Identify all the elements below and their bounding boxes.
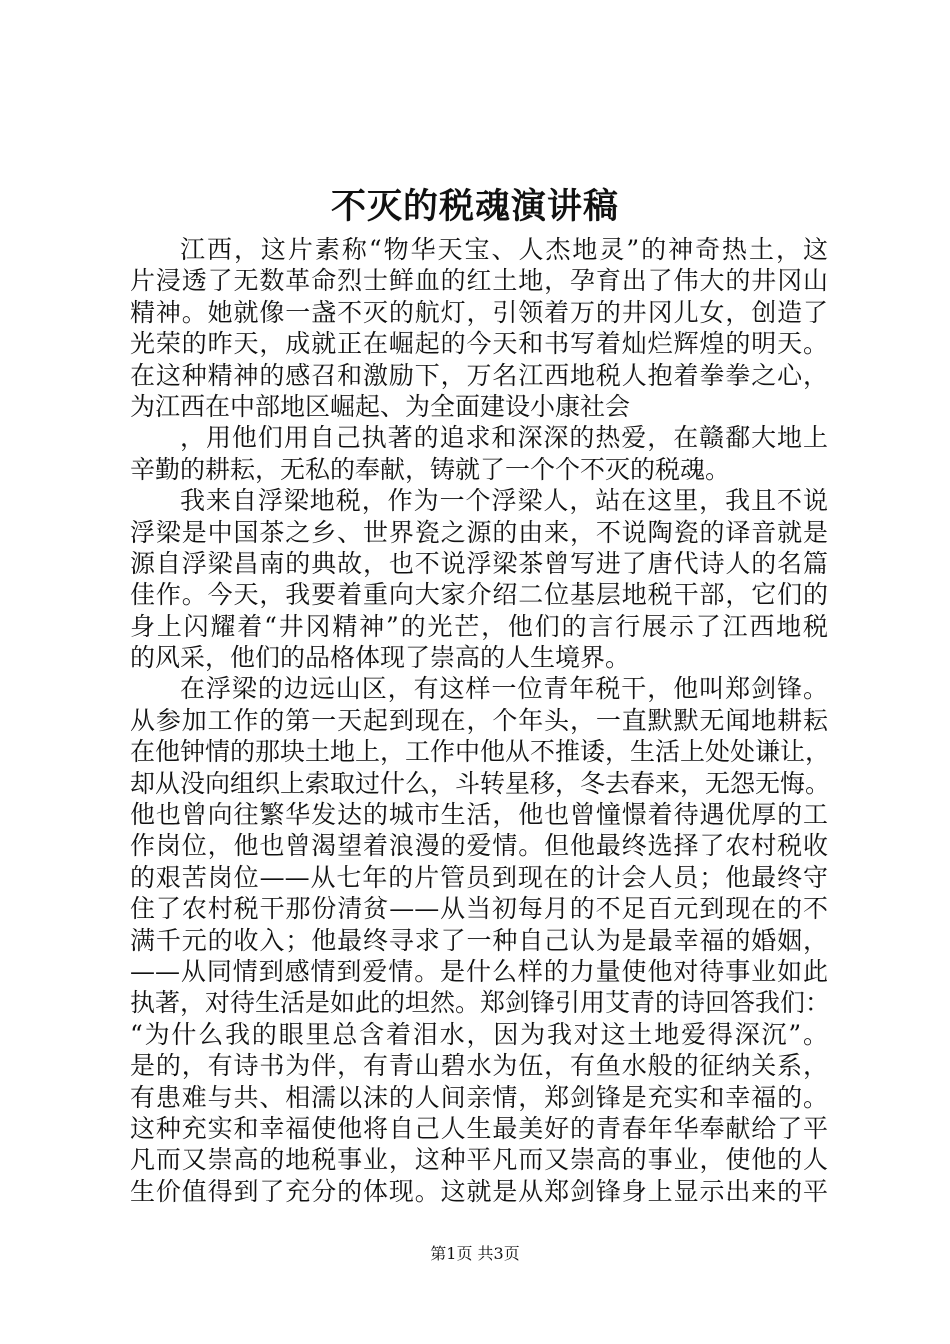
text-line: 的艰苦岗位——从七年的片管员到现在的计会人员；他最终守 <box>130 862 828 892</box>
text-line: 光荣的昨天，成就正在崛起的今天和书写着灿烂辉煌的明天。 <box>130 329 828 359</box>
document-body <box>130 234 831 1207</box>
text-line: 佳作。今天，我要着重向大家介绍二位基层地税干部，它们的 <box>130 580 828 610</box>
text-line: 源自浮梁昌南的典故，也不说浮梁茶曾写进了唐代诗人的名篇 <box>130 548 828 578</box>
text-line: 从参加工作的第一天起到现在，个年头，一直默默无闻地耕耘 <box>130 705 828 735</box>
page-number-footer: 第1页 共3页 <box>430 1244 520 1263</box>
text-line: 在他钟情的那块土地上，工作中他从不推诿，生活上处处谦让， <box>130 737 831 767</box>
text-line: 生价值得到了充分的体现。这就是从郑剑锋身上显示出来的平 <box>130 1176 828 1206</box>
document-title: 不灭的税魂演讲稿 <box>330 186 619 227</box>
text-line: 精神。她就像一盏不灭的航灯，引领着万的井冈儿女，创造了 <box>130 297 828 327</box>
text-line: 浮梁是中国茶之乡、世界瓷之源的由来，不说陶瓷的译音就是 <box>130 517 828 547</box>
text-line: 在浮梁的边远山区，有这样一位青年税干，他叫郑剑锋。 <box>180 674 828 704</box>
text-line: 执著，对待生活是如此的坦然。郑剑锋引用艾青的诗回答我们： <box>130 988 831 1018</box>
text-line: 江西，这片素称“物华天宝、人杰地灵”的神奇热土，这 <box>180 235 828 264</box>
text-line: “为什么我的眼里总含着泪水，因为我对这土地爱得深沉”。 <box>130 1019 828 1049</box>
text-line: ——从同情到感情到爱情。是什么样的力量使他对待事业如此 <box>130 956 828 986</box>
text-line: 辛勤的耕耘，无私的奉献，铸就了一个个不灭的税魂。 <box>130 454 731 484</box>
text-line: 片浸透了无数革命烈士鲜血的红土地，孕育出了伟大的井冈山 <box>130 266 828 296</box>
text-line: 是的，有诗书为伴，有青山碧水为伍，有鱼水般的征纳关系， <box>130 1051 828 1081</box>
text-line: 这种充实和幸福使他将自己人生最美好的青春年华奉献给了平 <box>130 1113 828 1143</box>
text-line: 凡而又崇高的地税事业，这种平凡而又崇高的事业，使他的人 <box>130 1145 828 1175</box>
text-line: 在这种精神的感召和激励下，万名江西地税人抱着拳拳之心， <box>130 360 828 390</box>
text-line: 我来自浮梁地税，作为一个浮梁人，站在这里，我且不说 <box>180 486 828 516</box>
text-line: 身上闪耀着“井冈精神”的光芒，他们的言行展示了江西地税 <box>130 611 828 641</box>
text-line: 有患难与共、相濡以沫的人间亲情，郑剑锋是充实和幸福的。 <box>130 1082 828 1112</box>
text-line: 他也曾向往繁华发达的城市生活，他也曾憧憬着待遇优厚的工 <box>130 800 828 830</box>
text-line: ，用他们用自己执著的追求和深深的热爱，在赣鄱大地上 <box>180 423 828 453</box>
text-line: 为江西在中部地区崛起、为全面建设小康社会 <box>130 391 631 421</box>
text-line: 满千元的收入；他最终寻求了一种自己认为是最幸福的婚姻， <box>130 925 828 955</box>
text-line: 住了农村税干那份清贫——从当初每月的不足百元到现在的不 <box>130 894 828 924</box>
text-line: 作岗位，他也曾渴望着浪漫的爱情。但他最终选择了农村税收 <box>130 831 828 861</box>
text-line: 却从没向组织上索取过什么，斗转星移，冬去春来，无怨无悔。 <box>130 768 831 798</box>
text-line: 的风采，他们的品格体现了崇高的人生境界。 <box>130 643 631 673</box>
